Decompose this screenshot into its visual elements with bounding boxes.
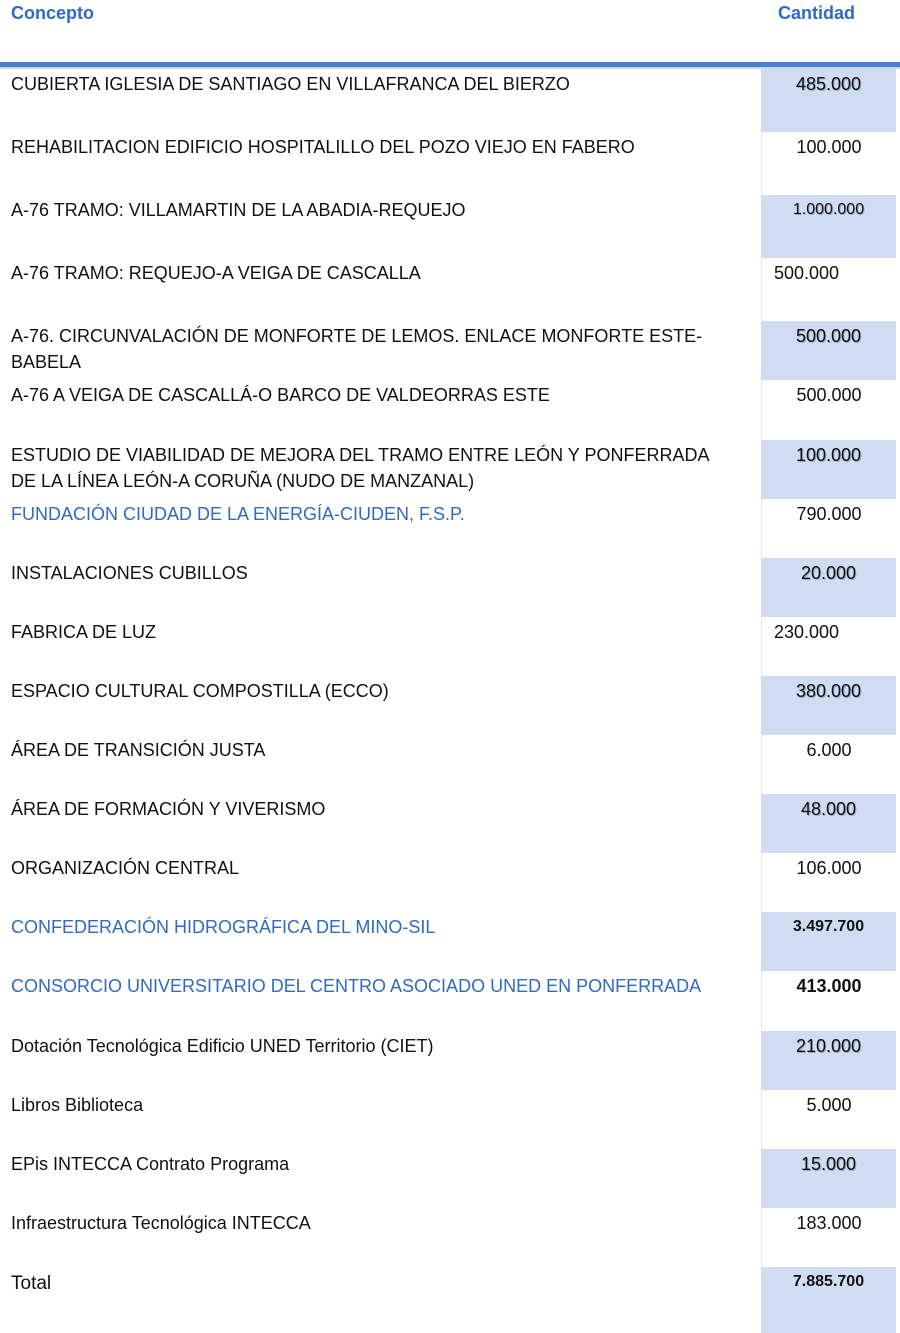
row-amount: 5.000 — [761, 1090, 896, 1149]
table-row — [0, 853, 900, 912]
table-row — [0, 1031, 900, 1090]
table-row — [0, 258, 900, 321]
table-row — [0, 499, 900, 558]
table-row — [0, 1208, 900, 1267]
row-concept: FUNDACIÓN CIUDAD DE LA ENERGÍA-CIUDEN, F.S.P. — [11, 504, 465, 524]
row-concept: FABRICA DE LUZ — [11, 622, 157, 642]
row-concept: A-76. CIRCUNVALACIÓN DE MONFORTE DE LEMOS. ENLACE MONFORTE ESTE-BABELA — [11, 326, 703, 372]
row-amount: 100.000 — [761, 132, 896, 195]
concept-column-header: Concepto — [11, 3, 94, 23]
row-amount: 3.497.700 — [761, 912, 896, 971]
table-row — [0, 440, 900, 499]
table-row — [0, 617, 900, 676]
row-concept: Infraestructura Tecnológica INTECCA — [11, 1213, 311, 1233]
row-concept: A-76 TRAMO: VILLAMARTIN DE LA ABADIA-REQUEJO — [11, 200, 466, 220]
row-concept: ÁREA DE FORMACIÓN Y VIVERISMO — [11, 799, 326, 819]
table-row — [0, 1149, 900, 1208]
row-concept: CONFEDERACIÓN HIDROGRÁFICA DEL MINO-SIL — [11, 917, 436, 937]
table-header — [0, 0, 900, 62]
row-concept: REHABILITACION EDIFICIO HOSPITALILLO DEL POZO VIEJO EN FABERO — [11, 137, 635, 157]
total-label: Total — [11, 1273, 52, 1294]
row-concept: ORGANIZACIÓN CENTRAL — [11, 858, 240, 878]
row-concept: A-76 A VEIGA DE CASCALLÁ-O BARCO DE VALDEORRAS ESTE — [11, 385, 550, 405]
row-concept: EPis INTECCA Contrato Programa — [11, 1154, 290, 1174]
total-amount: 7.885.700 — [761, 1267, 896, 1333]
row-amount: 48.000 — [761, 794, 896, 853]
row-amount: 106.000 — [761, 853, 896, 912]
row-amount: 500.000 — [761, 258, 896, 321]
row-concept: Dotación Tecnológica Edificio UNED Territorio (CIET) — [11, 1036, 434, 1056]
table-row — [0, 735, 900, 794]
row-amount: 790.000 — [761, 499, 896, 558]
row-amount: 485.000 — [761, 69, 896, 132]
table-row — [0, 132, 900, 195]
row-amount: 413.000 — [761, 971, 896, 1031]
budget-table — [0, 69, 900, 1333]
table-row — [0, 558, 900, 617]
table-row — [0, 69, 900, 132]
row-concept: A-76 TRAMO: REQUEJO-A VEIGA DE CASCALLA — [11, 263, 421, 283]
row-amount: 183.000 — [761, 1208, 896, 1267]
row-concept: Libros Biblioteca — [11, 1095, 144, 1115]
table-row — [0, 380, 900, 440]
total-row — [0, 1267, 900, 1333]
row-concept: ESTUDIO DE VIABILIDAD DE MEJORA DEL TRAMO ENTRE LEÓN Y PONFERRADA DE LA LÍNEA LEÓN-A CORUÑA (NUDO DE MANZANAL) — [11, 445, 709, 491]
row-concept: INSTALACIONES CUBILLOS — [11, 563, 248, 583]
row-concept: CUBIERTA IGLESIA DE SANTIAGO EN VILLAFRANCA DEL BIERZO — [11, 74, 570, 94]
row-amount: 6.000 — [761, 735, 896, 794]
row-amount: 210.000 — [761, 1031, 896, 1090]
row-amount: 500.000 — [761, 380, 896, 440]
table-row — [0, 676, 900, 735]
row-concept: ÁREA DE TRANSICIÓN JUSTA — [11, 740, 266, 760]
row-concept: ESPACIO CULTURAL COMPOSTILLA (ECCO) — [11, 681, 389, 701]
row-amount: 500.000 — [761, 321, 896, 380]
row-amount: 380.000 — [761, 676, 896, 735]
row-concept: CONSORCIO UNIVERSITARIO DEL CENTRO ASOCIADO UNED EN PONFERRADA — [11, 976, 702, 996]
table-row — [0, 794, 900, 853]
row-amount: 1.000.000 — [761, 195, 896, 258]
table-row — [0, 912, 900, 971]
row-amount: 20.000 — [761, 558, 896, 617]
quantity-column-header: Cantidad — [778, 3, 856, 23]
row-amount: 100.000 — [761, 440, 896, 499]
table-row — [0, 971, 900, 1031]
table-row — [0, 321, 900, 380]
page-edge — [896, 69, 900, 1327]
row-amount: 230.000 — [761, 617, 896, 676]
table-row — [0, 1090, 900, 1149]
row-amount: 15.000 — [761, 1149, 896, 1208]
table-row — [0, 195, 900, 258]
